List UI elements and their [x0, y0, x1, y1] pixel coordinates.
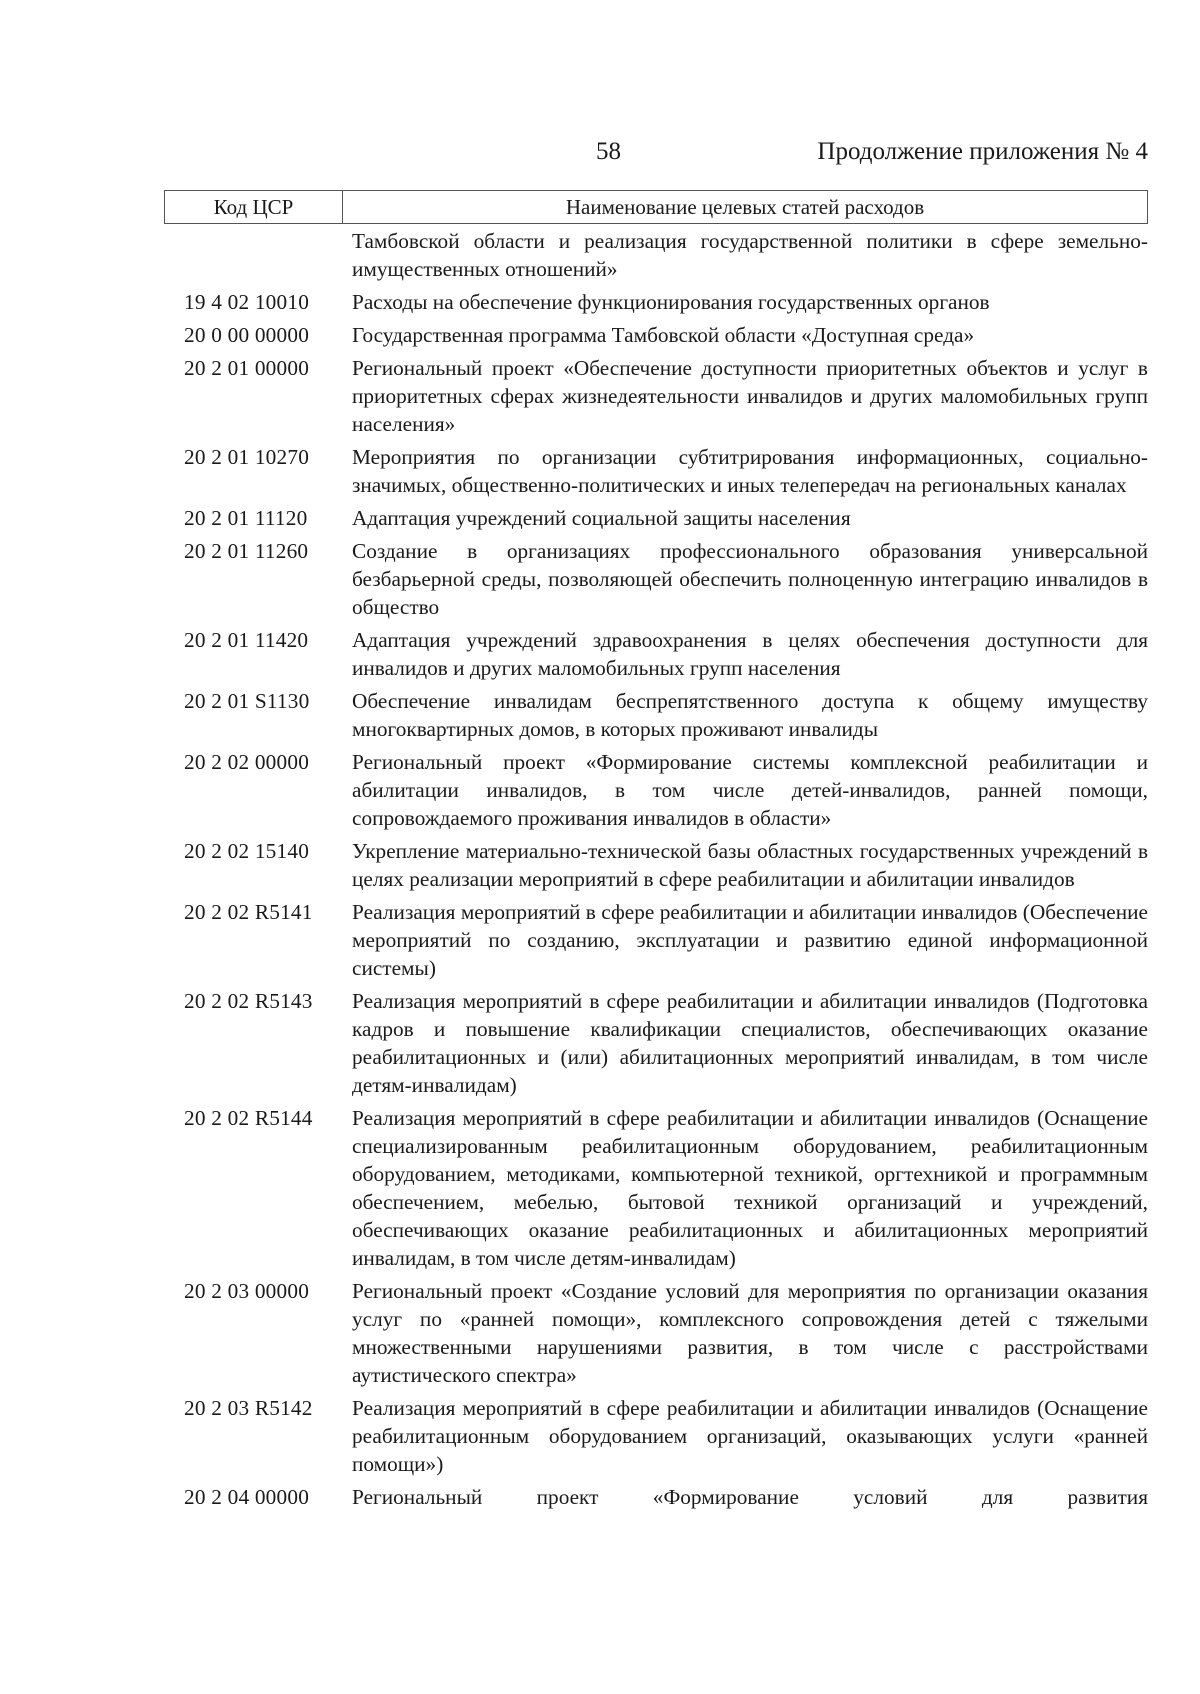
row-code: 20 2 01 11260 — [184, 539, 309, 563]
row-name: Региональный проект «Формирование условий для развития — [352, 1485, 1148, 1509]
table-row — [184, 443, 1148, 499]
row-name: Адаптация учреждений социальной защиты населения — [352, 506, 851, 530]
column-header-name: Наименование целевых статей расходов — [565, 195, 925, 219]
table-row — [184, 227, 1148, 283]
row-name: Региональный проект «Обеспечение доступности приоритетных объектов и услуг в приоритетных сферах жизнедеятельности инвалидов и других маломобильных групп населения» — [352, 356, 1148, 436]
row-code: 20 2 04 00000 — [184, 1485, 310, 1509]
column-header-code: Код ЦСР — [165, 191, 343, 223]
row-name: Региональный проект «Создание условий для мероприятия по организации оказания услуг по «ранней помощи», комплексного сопровождения детей с тяжелыми множественными нарушениями развития, в том числе с расстройствами аутистического спектра» — [352, 1279, 1148, 1387]
row-code: 20 2 01 11420 — [184, 628, 309, 652]
row-name: Расходы на обеспечение функционирования государственных органов — [352, 290, 990, 314]
row-code: 20 2 01 11120 — [184, 506, 308, 530]
table-row — [184, 626, 1148, 682]
row-name: Реализация мероприятий в сфере реабилитации и абилитации инвалидов (Обеспечение мероприятий по созданию, эксплуатации и развитию единой информационной системы) — [352, 900, 1148, 980]
table-row — [184, 1277, 1148, 1389]
table-row — [184, 1104, 1148, 1272]
table-row — [184, 987, 1148, 1099]
row-name: Тамбовской области и реализация государственной политики в сфере земельно-имущественных отношений» — [352, 229, 1148, 281]
table-row — [184, 687, 1148, 743]
row-code: 20 2 02 R5144 — [184, 1106, 313, 1130]
row-name: Реализация мероприятий в сфере реабилитации и абилитации инвалидов (Оснащение специализированным реабилитационным оборудованием, реабилитационным оборудованием, методиками, компьютерной техникой, оргтехникой и программным обеспечением, мебелью, бытовой техникой организаций и учреждений, обеспечивающих оказание реабилитационных и абилитационных мероприятий инвалидам, в том числе детям-инвалидам) — [352, 1106, 1148, 1270]
row-name: Реализация мероприятий в сфере реабилитации и абилитации инвалидов (Оснащение реабилитационным оборудованием организаций, оказывающих услуги «ранней помощи») — [352, 1396, 1148, 1476]
page-number: 58 — [596, 138, 621, 165]
row-name: Мероприятия по организации субтитрирования информационных, социально-значимых, общественно-политических и иных телепередач на региональных каналах — [352, 445, 1148, 497]
row-name: Обеспечение инвалидам беспрепятственного доступа к общему имуществу многоквартирных домов, в которых проживают инвалиды — [352, 689, 1148, 741]
table-row — [184, 537, 1148, 621]
row-code: 20 2 01 10270 — [184, 445, 310, 469]
table-row — [184, 1483, 1148, 1511]
row-code: 20 2 03 00000 — [184, 1279, 310, 1303]
row-code: 20 2 02 R5141 — [184, 900, 313, 924]
row-name: Укрепление материально-технической базы областных государственных учреждений в целях реализации мероприятий в сфере реабилитации и абилитации инвалидов — [352, 839, 1148, 891]
row-name: Государственная программа Тамбовской области «Доступная среда» — [352, 323, 975, 347]
row-code: 20 2 02 00000 — [184, 750, 310, 774]
table-row — [184, 748, 1148, 832]
table-row — [184, 898, 1148, 982]
row-name: Региональный проект «Формирование системы комплексной реабилитации и абилитации инвалидов, в том числе детей-инвалидов, ранней помощи, сопровождаемого проживания инвалидов в области» — [352, 750, 1148, 830]
row-code: 19 4 02 10010 — [184, 290, 310, 314]
row-name: Создание в организациях профессионального образования универсальной безбарьерной среды, позволяющей обеспечить полноценную интеграцию инвалидов в общество — [352, 539, 1148, 619]
row-code: 20 2 02 R5143 — [184, 989, 313, 1013]
table-body — [184, 227, 1148, 1516]
row-code: 20 2 01 00000 — [184, 356, 310, 380]
table-row — [184, 1394, 1148, 1478]
table-header — [164, 190, 1148, 224]
row-code: 20 2 03 R5142 — [184, 1396, 313, 1420]
row-name: Адаптация учреждений здравоохранения в целях обеспечения доступности для инвалидов и других маломобильных групп населения — [352, 628, 1148, 680]
table-row — [184, 354, 1148, 438]
row-code: 20 2 01 S1130 — [184, 689, 310, 713]
row-code — [184, 227, 352, 283]
row-name: Реализация мероприятий в сфере реабилитации и абилитации инвалидов (Подготовка кадров и повышение квалификации специалистов, обеспечивающих оказание реабилитационных и (или) абилитационных мероприятий инвалидам, в том числе детям-инвалидам) — [352, 989, 1148, 1097]
table-row — [184, 504, 1148, 532]
page-caption: Продолжение приложения № 4 — [817, 138, 1148, 165]
row-code: 20 2 02 15140 — [184, 839, 310, 863]
table-row — [184, 288, 1148, 316]
table-row — [184, 321, 1148, 349]
row-code: 20 0 00 00000 — [184, 323, 310, 347]
table-row — [184, 837, 1148, 893]
